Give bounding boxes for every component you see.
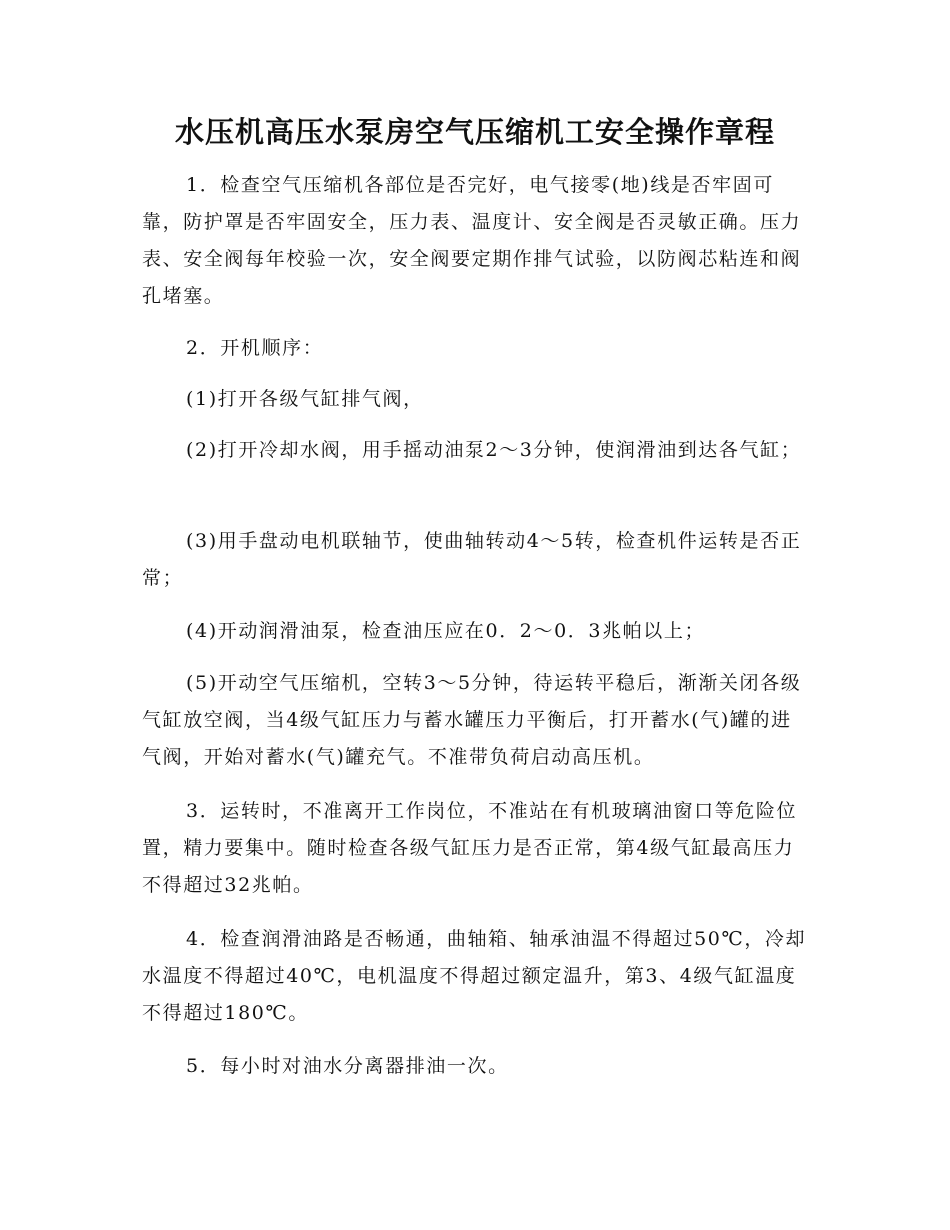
paragraph-step-2: (2)打开冷却水阀，用手摇动油泵2～3分钟，使润滑油到达各气缸； [186, 439, 802, 461]
paragraph-5-drain: 5．每小时对油水分离器排油一次。 [186, 1055, 509, 1077]
paragraph-step-5: (5)开动空气压缩机，空转3～5分钟，待运转平稳后，渐渐关闭各级气缸放空阀，当4级气缸压力与蓄水罐压力平衡后，打开蓄水(气)罐的进气阀，开始对蓄水(气)罐充气。不准带负荷启动高压机。 [142, 672, 802, 768]
paragraph-3-operation: 3．运转时，不准离开工作岗位，不准站在有机玻璃油窗口等危险位置，精力要集中。随时检查各级气缸压力是否正常，第4级气缸最高压力不得超过32兆帕。 [142, 800, 798, 896]
paragraph-4-lubrication: 4．检查润滑油路是否畅通，曲轴箱、轴承油温不得超过50℃，冷却水温度不得超过40℃，电机温度不得超过额定温升，第3、4级气缸温度不得超过180℃。 [142, 928, 807, 1024]
paragraph-step-4: (4)开动润滑油泵，检查油压应在0．2～0．3兆帕以上； [186, 620, 706, 642]
paragraph-step-1: (1)打开各级气缸排气阀， [186, 388, 424, 410]
paragraph-1-inspection: 1．检查空气压缩机各部位是否完好，电气接零(地)线是否牢固可靠，防护罩是否牢固安全，压力表、温度计、安全阀是否灵敏正确。压力表、安全阀每年校验一次，安全阀要定期作排气试验，以防阀芯粘连和阀孔堵塞。 [142, 174, 802, 307]
document-title: 水压机高压水泵房空气压缩机工安全操作章程 [174, 115, 775, 149]
paragraph-step-3: (3)用手盘动电机联轴节，使曲轴转动4～5转，检查机件运转是否正常； [142, 530, 802, 589]
paragraph-2-startup-order: 2．开机顺序： [186, 337, 324, 359]
